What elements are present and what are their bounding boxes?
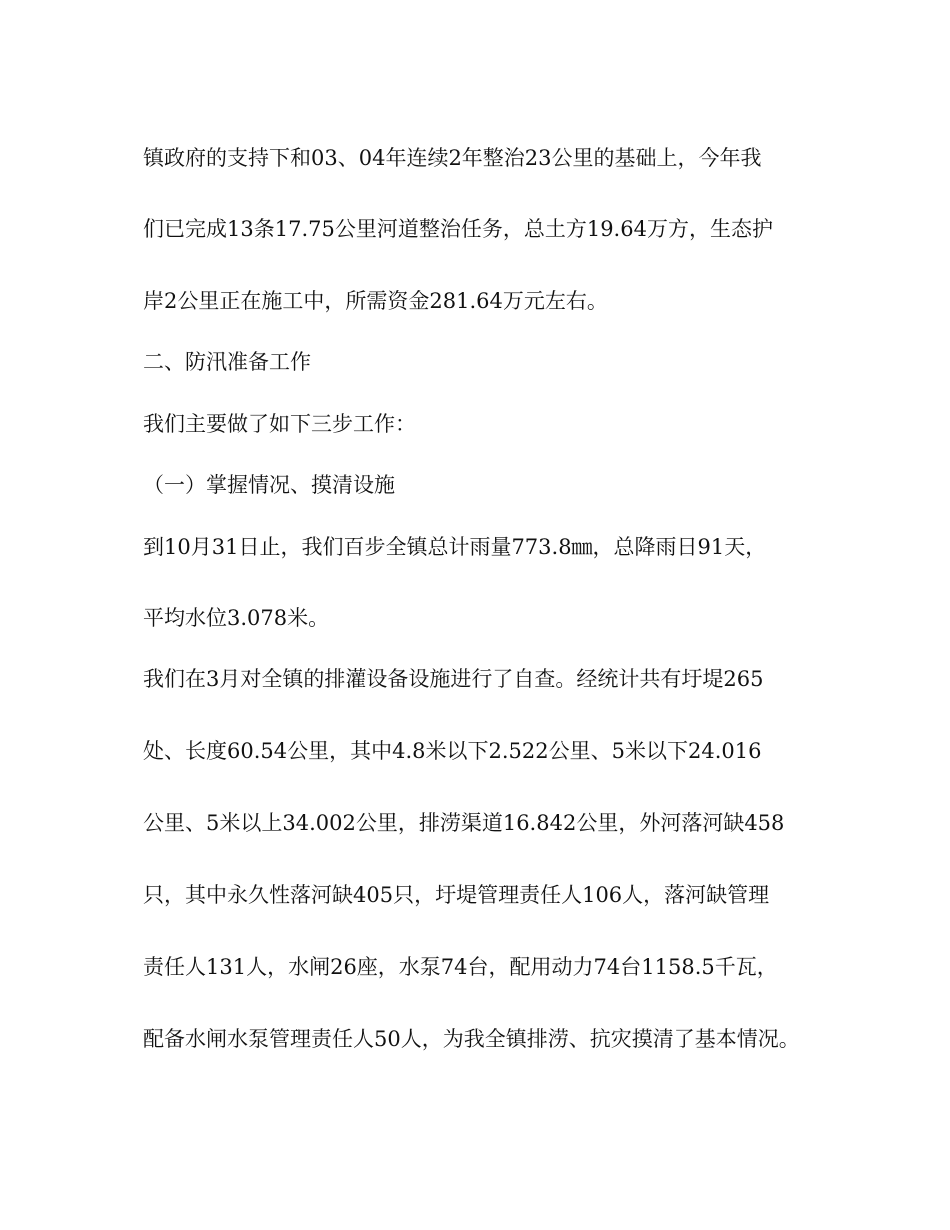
text-line-12: 只，其中永久性落河缺405只，圩堤管理责任人106人，落河缺管理 xyxy=(143,883,770,907)
subsection-heading: （一）掌握情况、摸清设施 xyxy=(143,473,395,497)
text-line-2: 们已完成13条17.75公里河道整治任务，总土方19.64万方，生态护 xyxy=(143,217,773,241)
section-heading: 二、防汛准备工作 xyxy=(143,350,311,374)
text-line-10: 处、长度60.54公里，其中4.8米以下2.522公里、5米以下24.016 xyxy=(143,739,762,763)
text-line-7: 到10月31日止，我们百步全镇总计雨量773.8㎜，总降雨日91天， xyxy=(143,535,767,559)
text-line-3: 岸2公里正在施工中，所需资金281.64万元左右。 xyxy=(143,289,608,313)
text-line-13: 责任人131人，水闸26座，水泵74台，配用动力74台1158.5千瓦， xyxy=(143,955,778,979)
text-line-8: 平均水位3.078米。 xyxy=(143,606,330,630)
text-line-1: 镇政府的支持下和03、04年连续2年整治23公里的基础上，今年我 xyxy=(143,146,762,170)
text-line-14: 配备水闸水泵管理责任人50人，为我全镇排涝、抗灾摸清了基本情况。 xyxy=(143,1027,800,1051)
text-line-11: 公里、5米以上34.002公里，排涝渠道16.842公里，外河落河缺458 xyxy=(143,811,785,835)
text-line-5: 我们主要做了如下三步工作： xyxy=(143,412,416,436)
text-line-9: 我们在3月对全镇的排灌设备设施进行了自查。经统计共有圩堤265 xyxy=(143,667,764,691)
